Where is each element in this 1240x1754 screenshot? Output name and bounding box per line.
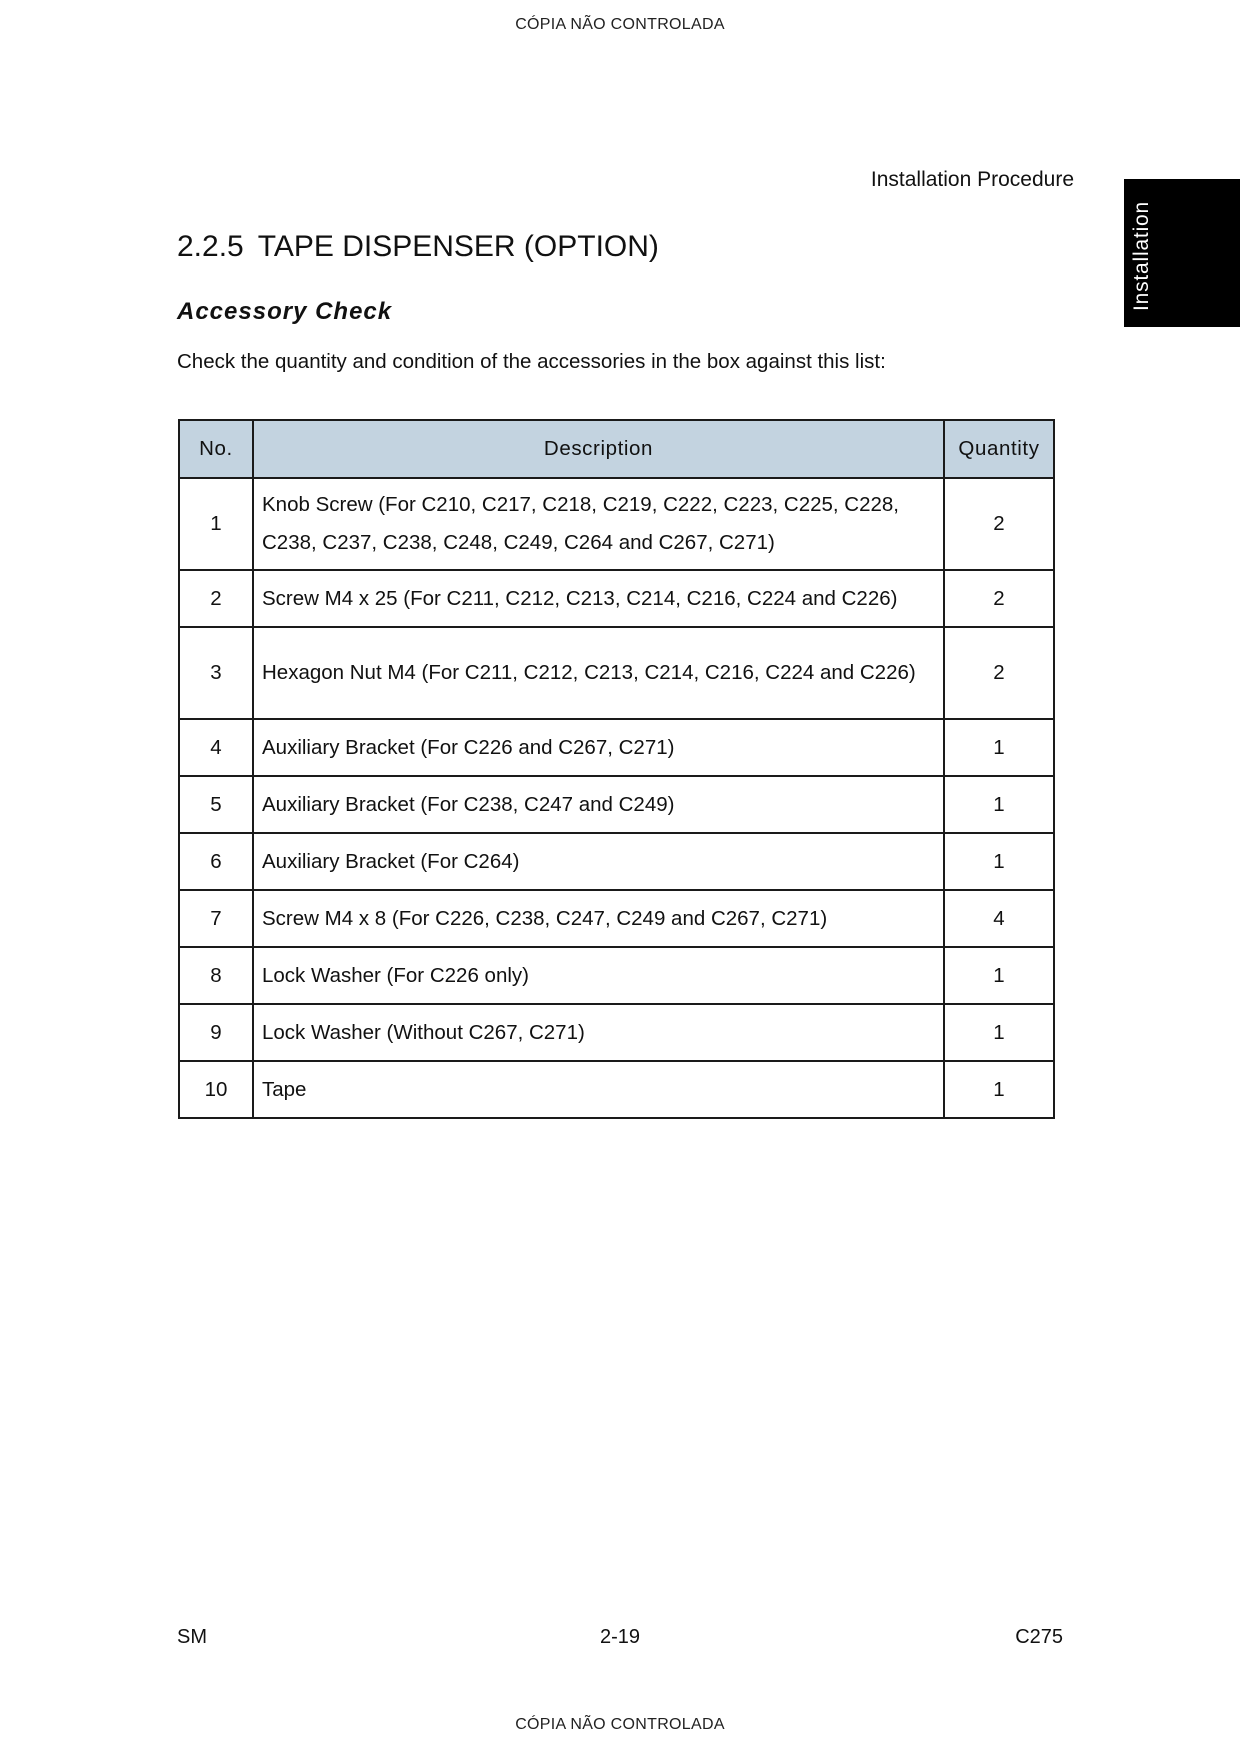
table-row	[179, 478, 1054, 570]
section-title	[177, 230, 659, 264]
cell-no: 3	[179, 627, 253, 719]
watermark-top: CÓPIA NÃO CONTROLADA	[515, 16, 725, 33]
column-header-quantity: Quantity	[944, 420, 1054, 478]
running-header: Installation Procedure	[870, 168, 1074, 191]
cell-quantity: 1	[944, 1004, 1054, 1061]
footer-model-code: C275	[1015, 1626, 1063, 1648]
table-row	[179, 833, 1054, 890]
intro-text: Check the quantity and condition of the accessories in the box against this list:	[177, 350, 886, 373]
cell-quantity: 1	[944, 947, 1054, 1004]
table-row	[179, 627, 1054, 719]
cell-quantity: 1	[944, 833, 1054, 890]
cell-no: 8	[179, 947, 253, 1004]
cell-no: 6	[179, 833, 253, 890]
cell-description: Screw M4 x 8 (For C226, C238, C247, C249 and C267, C271)	[253, 890, 944, 947]
cell-description: Auxiliary Bracket (For C226 and C267, C271)	[253, 719, 944, 776]
cell-quantity: 4	[944, 890, 1054, 947]
footer-page-number: 2-19	[599, 1626, 641, 1648]
cell-quantity: 1	[944, 1061, 1054, 1118]
cell-no: 9	[179, 1004, 253, 1061]
table-row	[179, 890, 1054, 947]
table-row	[179, 570, 1054, 627]
cell-no: 4	[179, 719, 253, 776]
cell-quantity: 1	[944, 776, 1054, 833]
table-row	[179, 776, 1054, 833]
cell-no: 5	[179, 776, 253, 833]
cell-description: Auxiliary Bracket (For C264)	[253, 833, 944, 890]
cell-no: 2	[179, 570, 253, 627]
table-row	[179, 947, 1054, 1004]
table-row	[179, 1004, 1054, 1061]
cell-quantity: 2	[944, 570, 1054, 627]
side-tab-label: Installation	[1130, 201, 1153, 311]
cell-no: 1	[179, 478, 253, 570]
table-row	[179, 719, 1054, 776]
cell-description: Lock Washer (For C226 only)	[253, 947, 944, 1004]
cell-description: Tape	[253, 1061, 944, 1118]
cell-description: Knob Screw (For C210, C217, C218, C219, C222, C223, C225, C228, C238, C237, C238, C248, C249, C264 and C267, C271)	[253, 478, 944, 570]
cell-description: Auxiliary Bracket (For C238, C247 and C249)	[253, 776, 944, 833]
section-title-text: TAPE DISPENSER (OPTION)	[257, 230, 659, 263]
watermark-bottom: CÓPIA NÃO CONTROLADA	[515, 1716, 725, 1733]
cell-quantity: 2	[944, 627, 1054, 719]
footer-manual-code: SM	[177, 1626, 207, 1648]
cell-quantity: 1	[944, 719, 1054, 776]
sub-heading: Accessory Check	[177, 298, 393, 325]
table-header-row	[179, 420, 1054, 478]
cell-description: Screw M4 x 25 (For C211, C212, C213, C214, C216, C224 and C226)	[253, 570, 944, 627]
cell-no: 10	[179, 1061, 253, 1118]
cell-description: Lock Washer (Without C267, C271)	[253, 1004, 944, 1061]
cell-quantity: 2	[944, 478, 1054, 570]
accessory-table	[178, 419, 1055, 1119]
table-row	[179, 1061, 1054, 1118]
column-header-description: Description	[253, 420, 944, 478]
section-number: 2.2.5	[177, 230, 244, 263]
cell-description: Hexagon Nut M4 (For C211, C212, C213, C214, C216, C224 and C226)	[253, 627, 944, 719]
column-header-no: No.	[179, 420, 253, 478]
cell-no: 7	[179, 890, 253, 947]
